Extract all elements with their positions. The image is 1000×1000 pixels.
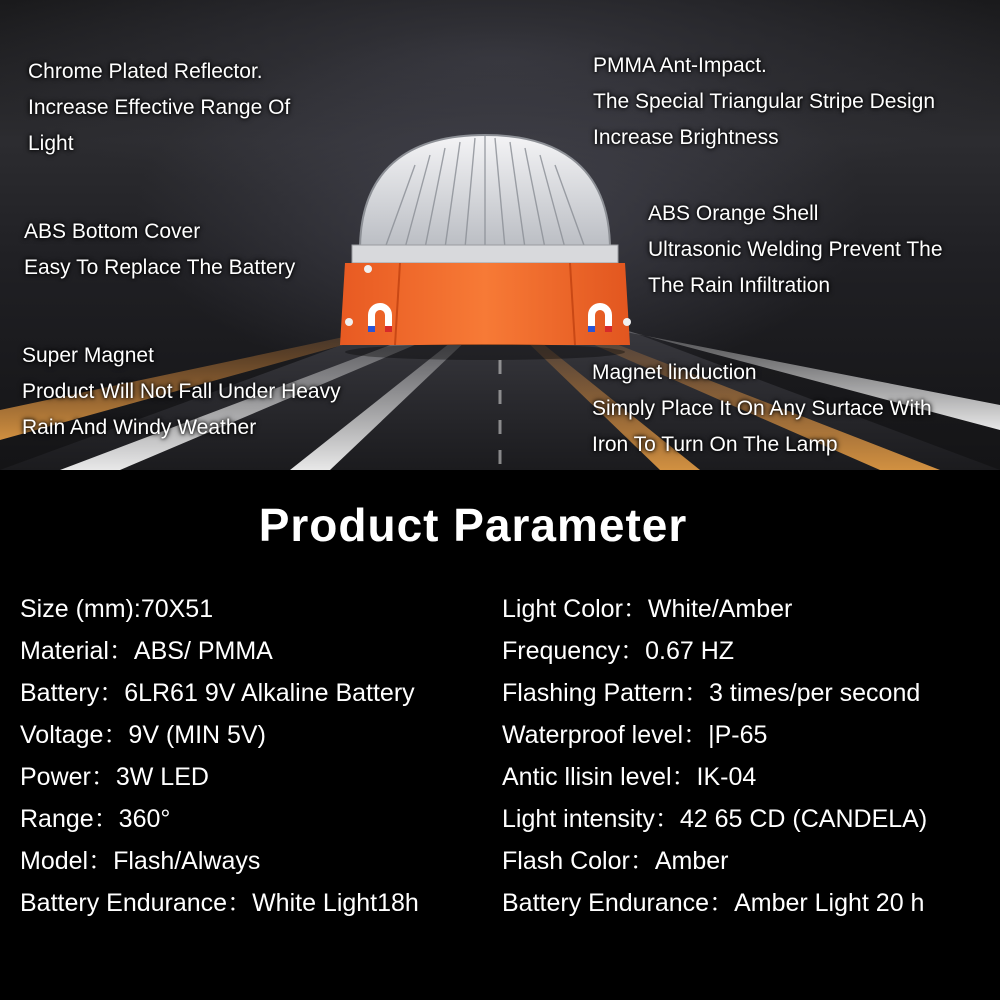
parameter-row: Battery Endurance：White Light18h bbox=[20, 889, 419, 917]
parameter-row: Model：Flash/Always bbox=[20, 847, 261, 875]
callout-line: Rain And Windy Weather bbox=[22, 416, 257, 439]
parameter-row: Battery Endurance：Amber Light 20 h bbox=[502, 889, 925, 917]
callout-line: PMMA Ant-Impact. bbox=[593, 54, 767, 77]
parameter-row: Light intensity：42 65 CD (CANDELA) bbox=[502, 805, 928, 833]
callout-line: The Special Triangular Stripe Design bbox=[593, 90, 936, 113]
callout-line: Simply Place It On Any Surtace With bbox=[592, 397, 932, 420]
parameter-row: Power：3W LED bbox=[20, 763, 209, 791]
parameter-row: Flash Color：Amber bbox=[502, 847, 729, 875]
parameters-left-column bbox=[20, 588, 419, 924]
parameter-row: Waterproof level：|P-65 bbox=[502, 721, 768, 749]
callout-line: ABS Bottom Cover bbox=[24, 220, 201, 243]
callout-shell bbox=[648, 196, 943, 304]
callout-line: The Rain Infiltration bbox=[648, 274, 831, 297]
callout-line: Light bbox=[28, 132, 74, 155]
callout-line: Iron To Turn On The Lamp bbox=[592, 433, 838, 456]
parameters-right-column bbox=[502, 588, 927, 924]
parameter-row: Flashing Pattern：3 times/per second bbox=[502, 679, 921, 707]
warning-lamp-image bbox=[330, 120, 640, 370]
callout-line: Easy To Replace The Battery bbox=[24, 256, 296, 279]
callout-line: Chrome Plated Reflector. bbox=[28, 60, 263, 83]
parameter-row: Light Color：White/Amber bbox=[502, 595, 793, 623]
callout-induction bbox=[592, 355, 932, 463]
callout-line: Increase Brightness bbox=[593, 126, 779, 149]
parameter-row: Frequency：0.67 HZ bbox=[502, 637, 735, 665]
parameter-row: Material：ABS/ PMMA bbox=[20, 637, 273, 665]
parameter-row: Voltage：9V (MIN 5V) bbox=[20, 721, 266, 749]
parameters-title: Product Parameter bbox=[258, 499, 688, 551]
callout-magnet bbox=[22, 338, 341, 446]
callout-marker bbox=[364, 265, 372, 273]
callout-pmma bbox=[593, 48, 935, 156]
callout-marker bbox=[345, 318, 353, 326]
parameter-row: Battery：6LR61 9V Alkaline Battery bbox=[20, 679, 415, 707]
parameter-row: Size (mm):70X51 bbox=[20, 595, 214, 623]
callout-line: Ultrasonic Welding Prevent The bbox=[648, 238, 943, 261]
callout-line: ABS Orange Shell bbox=[648, 202, 819, 225]
callout-reflector bbox=[28, 54, 290, 162]
callout-marker bbox=[623, 318, 631, 326]
callout-bottom-cover bbox=[24, 214, 295, 286]
callout-line: Magnet linduction bbox=[592, 361, 757, 384]
hero-photo bbox=[0, 0, 1000, 470]
dome-rim bbox=[352, 245, 618, 263]
parameter-row: Range：360° bbox=[20, 805, 171, 833]
parameter-row: Antic llisin level：IK-04 bbox=[502, 763, 757, 791]
callout-line: Product Will Not Fall Under Heavy bbox=[22, 380, 341, 403]
callout-line: Super Magnet bbox=[22, 344, 154, 367]
callout-line: Increase Effective Range Of bbox=[28, 96, 291, 119]
